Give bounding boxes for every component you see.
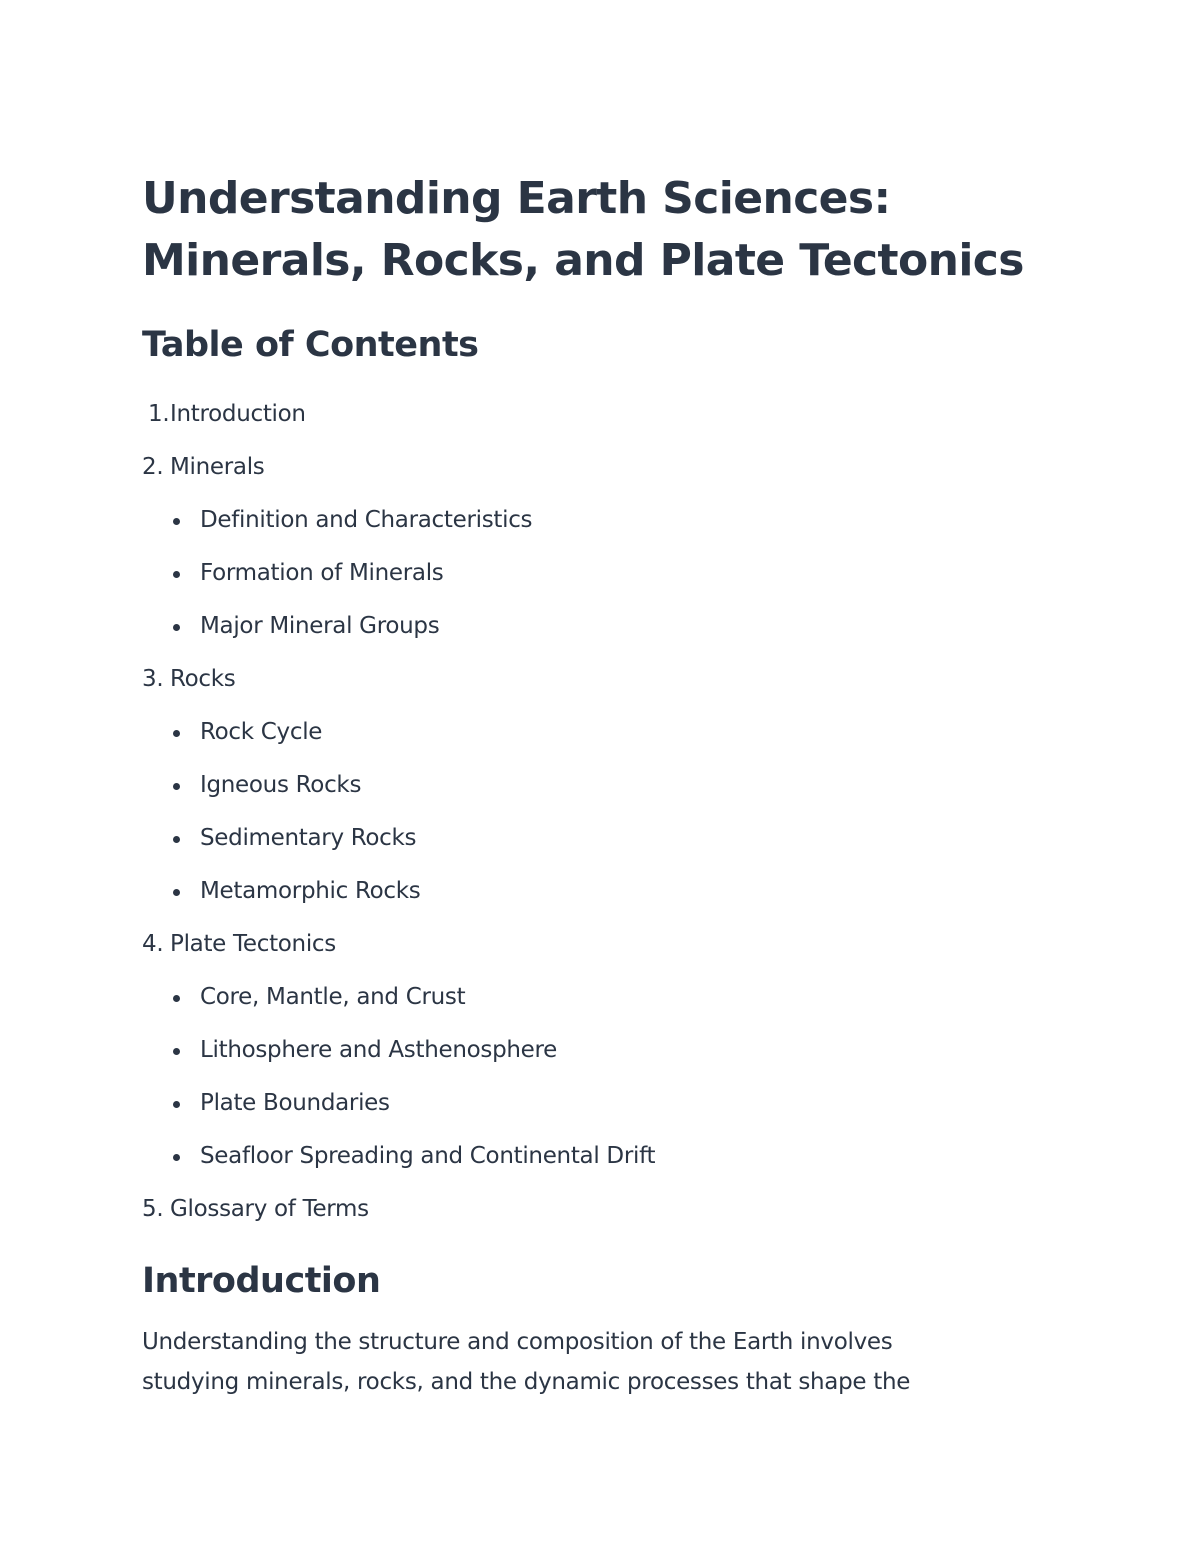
document-title — [142, 168, 1042, 292]
toc-subitem[interactable] — [142, 759, 1042, 812]
toc-number: 3. — [142, 666, 164, 692]
toc-subitem-label: Major Mineral Groups — [200, 613, 440, 639]
toc-subitem-label: Rock Cycle — [200, 719, 323, 745]
toc-subitem-label: Igneous Rocks — [200, 772, 362, 798]
bullet-icon — [173, 571, 180, 578]
toc-subitem[interactable] — [142, 812, 1042, 865]
bullet-icon — [173, 1048, 180, 1055]
toc-subitem[interactable] — [142, 1130, 1042, 1183]
toc-sublist-plate-tectonics — [142, 971, 1042, 1183]
toc-number: 4. — [142, 931, 164, 957]
toc-sublist-rocks — [142, 706, 1042, 918]
toc-subitem-label: Plate Boundaries — [200, 1090, 390, 1116]
intro-line-2: studying minerals, rocks, and the dynamic processes that shape the — [142, 1369, 911, 1395]
bullet-icon — [173, 889, 180, 896]
toc-label: Introduction — [170, 401, 306, 427]
toc-label: Minerals — [170, 454, 265, 480]
bullet-icon — [173, 836, 180, 843]
toc-subitem[interactable] — [142, 865, 1042, 918]
toc-subitem-label: Definition and Characteristics — [200, 507, 533, 533]
toc-label: Rocks — [170, 666, 236, 692]
bullet-icon — [173, 624, 180, 631]
toc-subitem-label: Metamorphic Rocks — [200, 878, 421, 904]
toc-sublist-minerals — [142, 494, 1042, 653]
toc-item-glossary[interactable] — [142, 1183, 1042, 1236]
toc-number: 2. — [142, 454, 164, 480]
toc-item-rocks[interactable] — [142, 653, 1042, 918]
toc-label: Glossary of Terms — [170, 1196, 369, 1222]
table-of-contents — [142, 388, 1042, 1236]
toc-number: 5. — [142, 1196, 164, 1222]
toc-subitem-label: Lithosphere and Asthenosphere — [200, 1037, 557, 1063]
bullet-icon — [173, 1101, 180, 1108]
toc-subitem[interactable] — [142, 971, 1042, 1024]
toc-heading: Table of Contents — [142, 325, 479, 365]
toc-subitem[interactable] — [142, 706, 1042, 759]
toc-item-plate-tectonics[interactable] — [142, 918, 1042, 1183]
toc-subitem-label: Sedimentary Rocks — [200, 825, 417, 851]
bullet-icon — [173, 995, 180, 1002]
toc-item-introduction[interactable] — [142, 388, 1042, 441]
bullet-icon — [173, 783, 180, 790]
bullet-icon — [173, 1154, 180, 1161]
toc-subitem[interactable] — [142, 494, 1042, 547]
introduction-heading: Introduction — [142, 1261, 381, 1301]
toc-subitem[interactable] — [142, 1077, 1042, 1130]
document-page — [142, 168, 1042, 1402]
toc-label: Plate Tectonics — [170, 931, 336, 957]
toc-subitem-label: Formation of Minerals — [200, 560, 444, 586]
toc-item-minerals[interactable] — [142, 441, 1042, 653]
toc-subitem-label: Core, Mantle, and Crust — [200, 984, 466, 1010]
toc-subitem[interactable] — [142, 600, 1042, 653]
toc-subitem[interactable] — [142, 1024, 1042, 1077]
introduction-paragraph — [142, 1322, 992, 1402]
bullet-icon — [173, 518, 180, 525]
toc-subitem-label: Seafloor Spreading and Continental Drift — [200, 1143, 656, 1169]
intro-line-1: Understanding the structure and composition of the Earth involves — [142, 1329, 893, 1355]
bullet-icon — [173, 730, 180, 737]
toc-subitem[interactable] — [142, 547, 1042, 600]
title-line-2: Minerals, Rocks, and Plate Tectonics — [142, 235, 1024, 286]
title-line-1: Understanding Earth Sciences: — [142, 173, 891, 224]
toc-number: 1. — [148, 401, 170, 427]
